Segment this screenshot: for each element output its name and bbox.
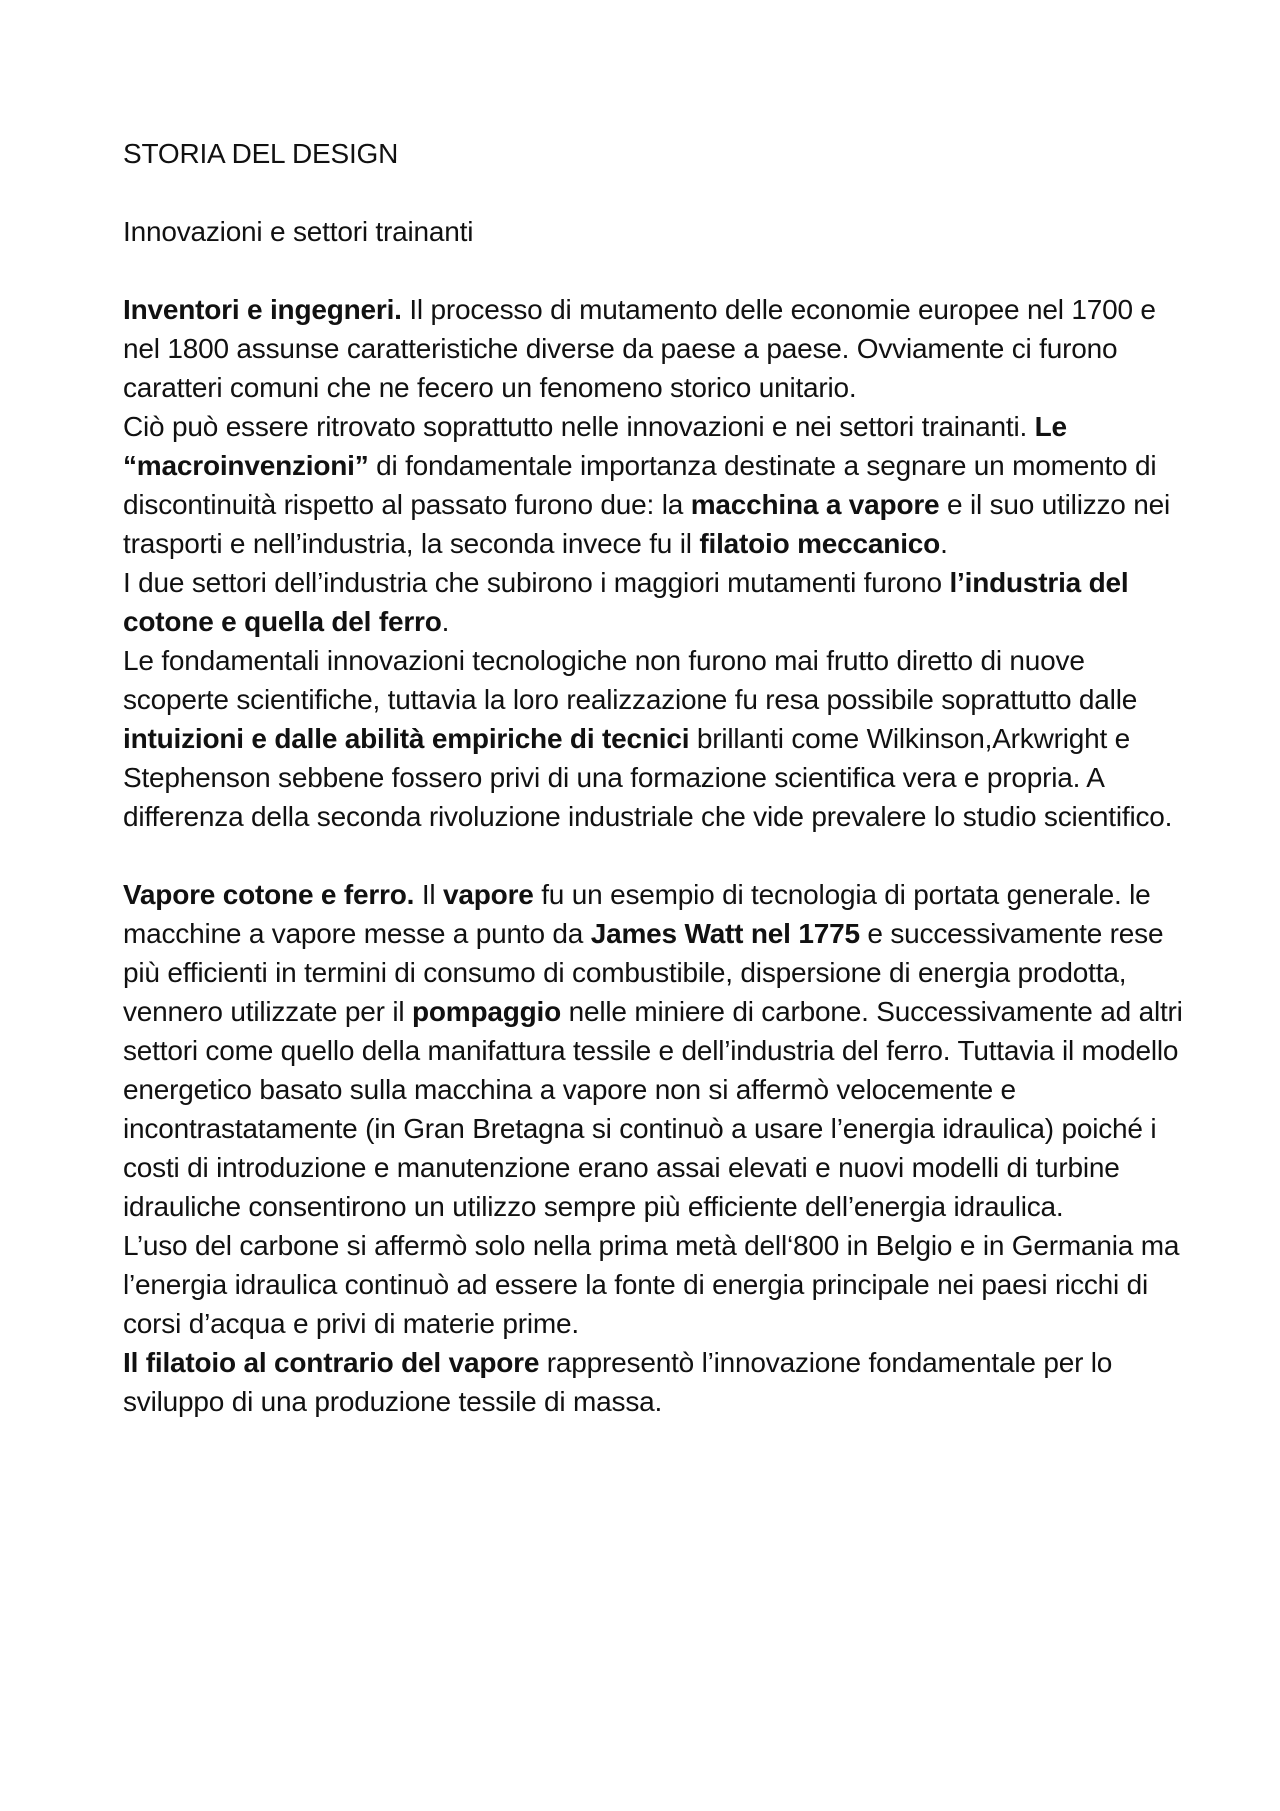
text-run: Il processo di mutamento delle economie europee nel 1700 e nel 1800 assunse caratteristiche diverse da paese a paese. Ovviamente ci furono caratteri comuni che ne fecero un fenomeno storico unitario. — [123, 294, 1156, 403]
bold-text-run: intuizioni e dalle abilità empiriche di tecnici — [123, 723, 690, 754]
text-run: fu un esempio di tecnologia di portata generale. le macchine a vapore messe a punto da — [123, 879, 1151, 949]
paragraph — [123, 407, 1183, 563]
paragraph — [123, 1343, 1183, 1421]
bold-text-run: Vapore cotone e ferro. — [123, 879, 415, 910]
paragraph — [123, 1226, 1183, 1343]
document-page — [123, 134, 1183, 1421]
text-run: . — [940, 528, 948, 559]
text-run: di fondamentale importanza destinate a segnare un momento di discontinuità rispetto al passato furono due: la — [123, 450, 1157, 520]
paragraph — [123, 563, 1183, 641]
text-run: nelle miniere di carbone. Successivamente ad altri settori come quello della manifattura tessile e dell’industria del ferro. Tuttavia il modello energetico basato sulla macchina a vapore non si affermò velocemente e incontrastatamente (in Gran Bretagna si continuò a usare l’energia idraulica) poiché i costi di introduzione e manutenzione erano assai elevati e nuovi modelli di turbine idrauliche consentirono un utilizzo sempre più efficiente dell’energia idraulica. — [123, 996, 1183, 1222]
text-run: brillanti come Wilkinson,Arkwright e Stephenson sebbene fossero privi di una formazione scientifica vera e propria. A differenza della seconda rivoluzione industriale che vide prevalere lo studio scientifico. — [123, 723, 1173, 832]
text-run: rappresentò l’innovazione fondamentale per lo sviluppo di una produzione tessile di massa. — [123, 1347, 1113, 1417]
bold-text-run: filatoio meccanico — [699, 528, 941, 559]
document-subtitle: Innovazioni e settori trainanti — [123, 216, 474, 247]
bold-text-run: Il filatoio al contrario del vapore — [123, 1347, 540, 1378]
document-title: STORIA DEL DESIGN — [123, 138, 399, 169]
text-run: Il — [414, 879, 444, 910]
paragraph — [123, 875, 1183, 1226]
section-inventori-ingegneri — [123, 290, 1183, 836]
bold-text-run: vapore — [443, 879, 534, 910]
text-run: e il suo utilizzo nei trasporti e nell’industria, la seconda invece fu il — [123, 489, 1171, 559]
bold-text-run: James Watt nel 1775 — [590, 918, 860, 949]
text-run: L’uso del carbone si affermò solo nella prima metà dell‘800 in Belgio e in Germania ma l’energia idraulica continuò ad essere la fonte di energia principale nei paesi ricchi di corsi d’acqua e privi di materie prime. — [123, 1230, 1180, 1339]
bold-text-run: pompaggio — [411, 996, 562, 1027]
text-run: I due settori dell’industria che subirono i maggiori mutamenti furono — [123, 567, 950, 598]
text-run: e successivamente rese più efficienti in termini di consumo di combustibile, dispersione di energia prodotta, vennero utilizzate per il — [123, 918, 1164, 1027]
bold-text-run: Le “macroinvenzioni” — [123, 411, 1067, 481]
bold-text-run: macchina a vapore — [690, 489, 940, 520]
bold-text-run: Inventori e ingegneri. — [123, 294, 402, 325]
paragraph — [123, 290, 1183, 407]
text-run: Le fondamentali innovazioni tecnologiche non furono mai frutto diretto di nuove scoperte scientifiche, tuttavia la loro realizzazione fu resa possibile soprattutto dalle — [123, 645, 1138, 715]
bold-text-run: l’industria del cotone e quella del ferro — [123, 567, 1129, 637]
paragraph — [123, 641, 1183, 836]
text-run: . — [441, 606, 450, 637]
text-run: Ciò può essere ritrovato soprattutto nelle innovazioni e nei settori trainanti. — [123, 411, 1035, 442]
section-vapore-cotone-ferro — [123, 875, 1183, 1421]
